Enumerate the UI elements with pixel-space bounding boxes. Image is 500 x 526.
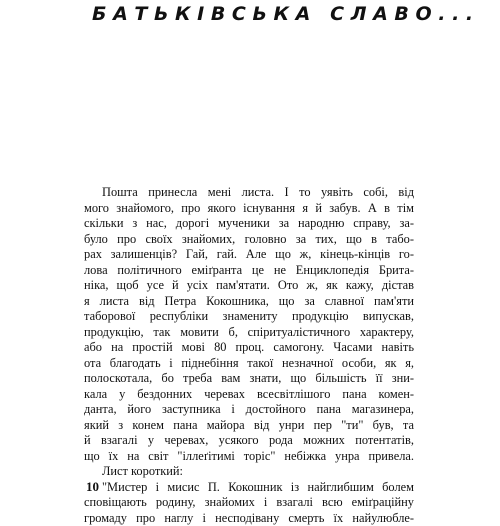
text-line: й взагалі у черевах, усякого рода можних потентатів,	[84, 433, 414, 449]
text-line: сповіщають родину, знайомих і взагалі всю еміґраційну	[84, 495, 414, 511]
text-line: громаду про наглу і несподівану смерть їх найулюбле-	[84, 511, 414, 526]
body-text	[84, 185, 414, 526]
text-line: таборової республіки знамениту продукцію випускав,	[84, 309, 414, 325]
text-line: продукцію, так мовити б, спіритуалістичного характеру,	[84, 325, 414, 341]
text-line: скільки з нас, дорогі мученики за народню справу, за-	[84, 216, 414, 232]
text-line: Лист короткий:	[84, 464, 414, 480]
text-line: лова політичного еміґранта це не Енциклопедія Брита-	[84, 263, 414, 279]
text-line: або на простій мові 80 проц. самогону. Часами навіть	[84, 340, 414, 356]
text-line: рах залишенців? Гай, гай. Але що ж, кінець-кінців го-	[84, 247, 414, 263]
text-line: було про своїх знайомих, головно за тих, що в табо-	[84, 232, 414, 248]
text-line: данта, його заступника і достойного пана магазинера,	[84, 402, 414, 418]
text-line: що їх на світ "іллеґітимі торіс" небіжка унра привела.	[84, 449, 414, 465]
chapter-title: БАТЬКІВСЬКА СЛАВО...	[92, 2, 422, 26]
text-line: який з конем пана майора від унри пер "ти" був, та	[84, 418, 414, 434]
text-line: я листа від Петра Кокошника, що за славної пам'яти	[84, 294, 414, 310]
text-line: ніка, щоб усе й усіх пам'ятати. Ото ж, як кажу, дістав	[84, 278, 414, 294]
text-line: "Мистер і мисис П. Кокошник із найглибшим болем	[84, 480, 414, 496]
text-line: ота благодать і піднебіння такої незначної особи, як я,	[84, 356, 414, 372]
text-line: мого знайомого, про якого існування я й забув. А в тім	[84, 201, 414, 217]
text-line: кала у бездонних черевах всесвітлішого пана комен-	[84, 387, 414, 403]
page-number: 10	[86, 479, 99, 495]
text-line: полоскотала, бо треба вам знати, що більшість її зни-	[84, 371, 414, 387]
text-line: Пошта принесла мені листа. І то уявіть собі, від	[84, 185, 414, 201]
